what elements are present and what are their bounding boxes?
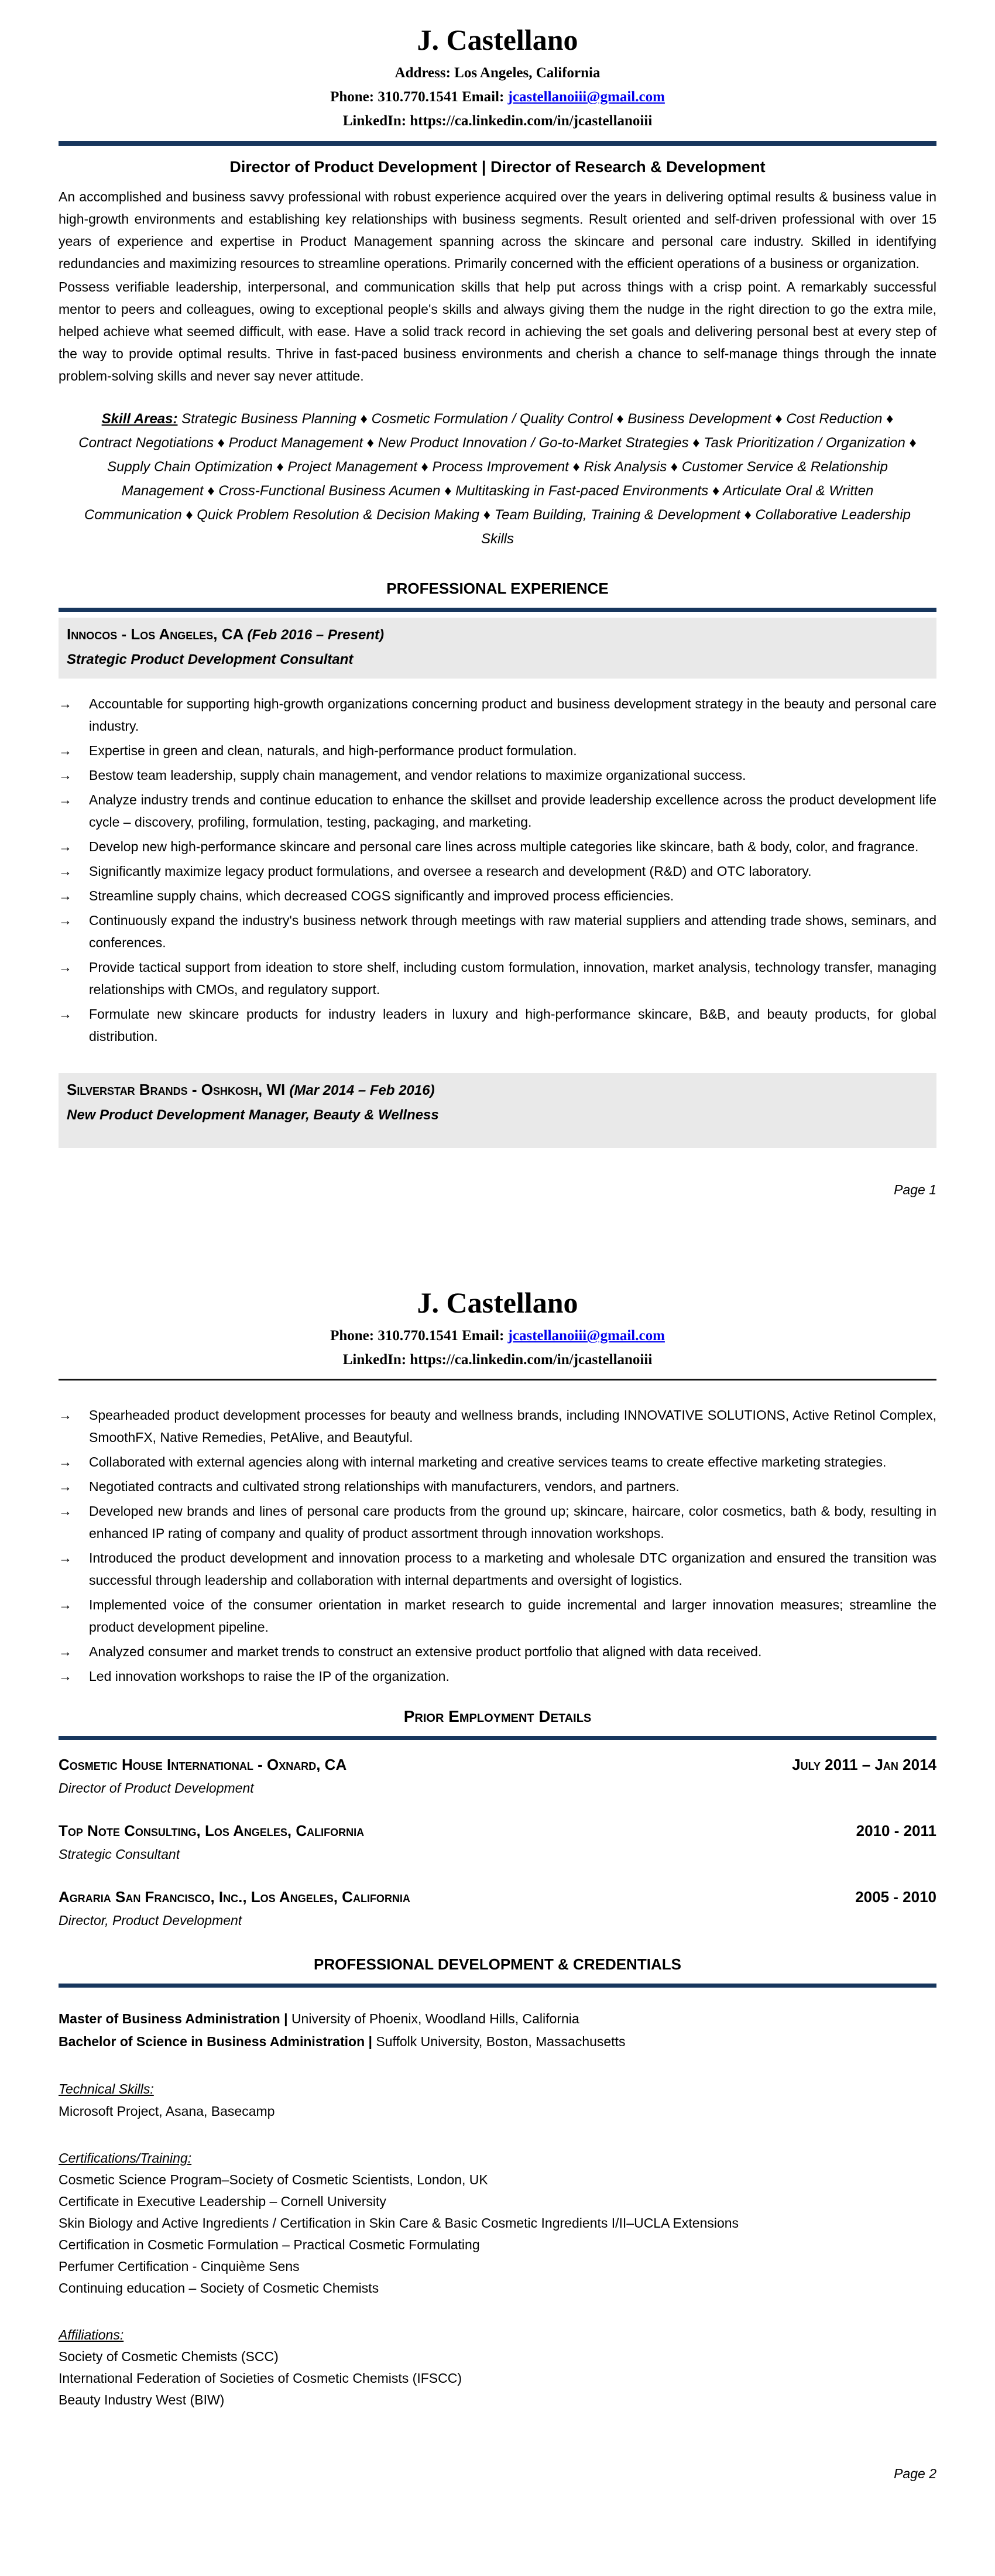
certification-entry: Certification in Cosmetic Formulation – Practical Cosmetic Formulating: [59, 2237, 480, 2252]
affiliations-list: [59, 2346, 936, 2411]
arrow-bullet-icon: →: [59, 913, 72, 928]
technical-skills-label: Technical Skills:: [59, 2081, 154, 2097]
certifications-list: [59, 2169, 936, 2299]
job-dates: (Feb 2016 – Present): [247, 627, 384, 643]
phone-email-line: [59, 85, 936, 109]
experience-bullet-list: [59, 1404, 936, 1687]
experience-bullet: [59, 1003, 936, 1047]
company-name: Innocos - Los Angeles, CA: [67, 625, 248, 643]
prior-job-company-line: [59, 1886, 936, 1908]
experience-bullet: [59, 1665, 936, 1687]
experience-bullet: [59, 909, 936, 954]
skill-areas-text: Strategic Business Planning ♦ Cosmetic Formulation / Quality Control ♦ Business Development ♦ Cost Reduction ♦ Contract Negotiations ♦ Product Management ♦ New Product Innovation / Go-to-Market Strategies ♦ Task Prioritization / Organization ♦ Supply Chain Optimization ♦ Project Management ♦ Process Improvement ♦ Risk Analysis ♦ Customer Service & Relationship Management ♦ Cross-Functional Business Acumen ♦ Multitasking in Fast-paced Environments ♦ Articulate Oral & Written Communication ♦ Quick Problem Resolution & Decision Making ♦ Team Building, Training & Development ♦ Collaborative Leadership Skills: [78, 411, 917, 547]
job-title: Director, Product Development: [59, 1913, 242, 1928]
arrow-bullet-icon: →: [59, 696, 72, 711]
arrow-bullet-icon: →: [59, 1006, 72, 1022]
company-name: Agraria San Francisco, Inc., Los Angeles, California: [59, 1888, 410, 1906]
affiliation-entry: International Federation of Societies of Cosmetic Chemists (IFSCC): [59, 2371, 462, 2386]
certification-entry: Skin Biology and Active Ingredients / Certification in Skin Care & Basic Cosmetic Ingredients I/II–UCLA Extensions: [59, 2215, 739, 2231]
experience-bullet: [59, 1475, 936, 1498]
affiliation-entry: Beauty Industry West (BIW): [59, 2392, 225, 2407]
summary-paragraph-1: An accomplished and business savvy professional with robust experience acquired over the years in delivering optimal results & business value in high-growth environments and establishing key relationships with business segments. Result oriented and self-driven professional with over 15 years of experience and expertise in Product Management spanning across the skincare and personal care industry. Skilled in identifying redundancies and maximizing resources to streamline operations. Primarily concerned with the efficient operations of a business or organization.: [59, 189, 936, 271]
bullet-text: Expertise in green and clean, naturals, and high-performance product formulation.: [89, 743, 577, 758]
experience-bullet: [59, 739, 936, 762]
prior-job: [59, 1754, 936, 1799]
affiliation-entry: Society of Cosmetic Chemists (SCC): [59, 2349, 279, 2364]
skill-areas-label: Skill Areas:: [101, 411, 178, 427]
bullet-text: Bestow team leadership, supply chain management, and vendor relations to maximize organizational success.: [89, 768, 746, 783]
certification-entry: Certificate in Executive Leadership – Cornell University: [59, 2194, 386, 2209]
linkedin-line: LinkedIn: https://ca.linkedin.com/in/jcastellanoiii: [342, 113, 653, 129]
experience-bullet: [59, 1640, 936, 1663]
section-heading-professional-development: PROFESSIONAL DEVELOPMENT & CREDENTIALS: [314, 1955, 681, 1973]
technical-skills-text: Microsoft Project, Asana, Basecamp: [59, 2104, 275, 2119]
bullet-text: Introduced the product development and innovation process to a marketing and wholesale DTC organization and ensured the transition was successful through leadership and collaboration with internal departments and oversight of logistics.: [89, 1550, 936, 1588]
education-entry: [59, 2008, 936, 2030]
experience-bullet: [59, 1500, 936, 1544]
company-name: Cosmetic House International - Oxnard, CA: [59, 1756, 347, 1773]
company-name: Silverstar Brands - Oshkosh, WI: [67, 1081, 290, 1098]
prior-job-company-line: [59, 1754, 936, 1776]
experience-bullet: [59, 1547, 936, 1591]
job-dates: 2010 - 2011: [856, 1822, 936, 1839]
arrow-bullet-icon: →: [59, 1597, 72, 1612]
bullet-text: Significantly maximize legacy product formulations, and oversee a research and development (R&D) and OTC laboratory.: [89, 864, 812, 879]
school-name: Suffolk University, Boston, Massachusetts: [376, 2034, 626, 2049]
bullet-text: Provide tactical support from ideation to store shelf, including custom formulation, innovation, market analysis, technology transfer, managing relationships with CMOs, and regulatory support.: [89, 960, 936, 997]
candidate-name: J. Castellano: [417, 23, 578, 56]
bullet-text: Analyzed consumer and market trends to construct an extensive product portfolio that aligned with data received.: [89, 1644, 762, 1659]
experience-bullet: [59, 693, 936, 737]
experience-bullet-list: [59, 693, 936, 1047]
resume-title: Director of Product Development | Director of Research & Development: [229, 158, 766, 176]
experience-bullet: [59, 1451, 936, 1473]
experience-bullet: [59, 764, 936, 786]
arrow-bullet-icon: →: [59, 839, 72, 854]
arrow-bullet-icon: →: [59, 1669, 72, 1684]
arrow-bullet-icon: →: [59, 792, 72, 807]
arrow-bullet-icon: →: [59, 743, 72, 758]
job-dates: 2005 - 2010: [855, 1888, 936, 1906]
affiliations-label: Affiliations:: [59, 2327, 124, 2342]
job-dates: July 2011 – Jan 2014: [792, 1756, 936, 1773]
certification-entry: Continuing education – Society of Cosmetic Chemists: [59, 2280, 379, 2296]
header-divider: [59, 1379, 936, 1381]
job-title: New Product Development Manager, Beauty & Wellness: [67, 1107, 439, 1123]
resume-page-2: [59, 1285, 936, 2482]
arrow-bullet-icon: →: [59, 768, 72, 783]
header-divider: [59, 141, 936, 146]
summary-paragraph-2: Possess verifiable leadership, interpersonal, and communication skills that help put across things with a crisp point. A remarkably successful mentor to peers and colleagues, owing to exceptional people's skills and always giving them the nudge in the right direction to go the extra mile, helped achieve what seemed difficult, with ease. Have a solid track record in achieving the set goals and delivering personal best at every step of the way to provide optimal results. Thrive in fast-paced business environments and cherish a chance to self-manage things through the innate problem-solving skills and never say never attitude.: [59, 279, 936, 383]
candidate-name: J. Castellano: [417, 1286, 578, 1319]
arrow-bullet-icon: →: [59, 888, 72, 903]
bullet-text: Negotiated contracts and cultivated strong relationships with manufacturers, vendors, and partners.: [89, 1479, 680, 1494]
bullet-text: Continuously expand the industry's business network through meetings with raw material suppliers and attending trade shows, seminars, and conferences.: [89, 913, 936, 950]
degree-name: Master of Business Administration |: [59, 2011, 291, 2026]
section-heading-professional-experience: PROFESSIONAL EXPERIENCE: [386, 580, 609, 597]
bullet-text: Analyze industry trends and continue education to enhance the skillset and provide leadership excellence across the product development life cycle – discovery, profiling, formulation, testing, packaging, and marketing.: [89, 792, 936, 830]
education-list: [59, 2008, 936, 2053]
experience-bullet: [59, 789, 936, 833]
arrow-bullet-icon: →: [59, 1407, 72, 1423]
job-company-line: [67, 1079, 927, 1101]
prior-job-company-line: [59, 1820, 936, 1842]
page-1-number: Page 1: [894, 1182, 936, 1197]
experience-bullet: [59, 1594, 936, 1638]
degree-name: Bachelor of Science in Business Administration |: [59, 2034, 376, 2049]
experience-bullet: [59, 885, 936, 907]
experience-bullet: [59, 956, 936, 1001]
phone-email-line: [59, 1324, 936, 1348]
certification-entry: Perfumer Certification - Cinquième Sens: [59, 2259, 300, 2274]
arrow-bullet-icon: →: [59, 1454, 72, 1469]
section-divider: [59, 1984, 936, 1988]
certification-entry: Cosmetic Science Program–Society of Cosmetic Scientists, London, UK: [59, 2172, 488, 2187]
prior-employment-list: [59, 1754, 936, 1931]
prior-job: [59, 1886, 936, 1931]
arrow-bullet-icon: →: [59, 960, 72, 975]
skill-areas-block: [59, 407, 936, 551]
job-block-silverstar: [59, 1073, 936, 1148]
arrow-bullet-icon: →: [59, 1550, 72, 1566]
experience-bullet: [59, 1404, 936, 1448]
school-name: University of Phoenix, Woodland Hills, California: [291, 2011, 579, 2026]
address-line: Address: Los Angeles, California: [394, 65, 601, 81]
bullet-text: Collaborated with external agencies along with internal marketing and creative services teams to create effective marketing strategies.: [89, 1454, 887, 1469]
bullet-text: Spearheaded product development processes for beauty and wellness brands, including INNOVATIVE SOLUTIONS, Active Retinol Complex, SmoothFX, Native Remedies, PetAlive, and Beautyful.: [89, 1407, 936, 1445]
arrow-bullet-icon: →: [59, 1479, 72, 1494]
phone-email-label: Phone: 310.770.1541 Email:: [330, 89, 508, 105]
bullet-text: Led innovation workshops to raise the IP of the organization.: [89, 1669, 450, 1684]
prior-job: [59, 1820, 936, 1865]
section-divider: [59, 1736, 936, 1740]
arrow-bullet-icon: →: [59, 1503, 72, 1519]
email-link[interactable]: jcastellanoiii@gmail.com: [507, 89, 665, 105]
job-title: Strategic Consultant: [59, 1847, 180, 1862]
job-title: Strategic Product Development Consultant: [67, 652, 354, 667]
arrow-bullet-icon: →: [59, 864, 72, 879]
company-name: Top Note Consulting, Los Angeles, California: [59, 1822, 365, 1839]
email-link[interactable]: jcastellanoiii@gmail.com: [507, 1328, 665, 1344]
section-divider: [59, 608, 936, 612]
experience-bullet: [59, 860, 936, 882]
bullet-text: Develop new high-performance skincare and personal care lines across multiple categories like skincare, bath & body, color, and fragrance.: [89, 839, 919, 854]
resume-page-1: [59, 0, 936, 1198]
job-dates: (Mar 2014 – Feb 2016): [289, 1083, 435, 1098]
job-block-innocos: [59, 618, 936, 679]
job-title: Director of Product Development: [59, 1780, 254, 1796]
page-2-number: Page 2: [894, 2466, 936, 2481]
experience-bullet: [59, 835, 936, 858]
bullet-text: Formulate new skincare products for industry leaders in luxury and high-performance skincare, B&B, and beauty products, for global distribution.: [89, 1006, 936, 1044]
bullet-text: Developed new brands and lines of personal care products from the ground up; skincare, haircare, color cosmetics, bath & body, resulting in enhanced IP rating of company and quality of product assortment through innovation workshops.: [89, 1503, 936, 1541]
certifications-label: Certifications/Training:: [59, 2150, 192, 2166]
phone-email-label: Phone: 310.770.1541 Email:: [330, 1328, 508, 1344]
job-company-line: [67, 624, 927, 645]
section-heading-prior-employment: Prior Employment Details: [403, 1707, 592, 1725]
arrow-bullet-icon: →: [59, 1644, 72, 1659]
linkedin-line: LinkedIn: https://ca.linkedin.com/in/jcastellanoiii: [342, 1352, 653, 1368]
bullet-text: Implemented voice of the consumer orientation in market research to guide incremental and larger innovation measures; streamline the product development pipeline.: [89, 1597, 936, 1635]
bullet-text: Accountable for supporting high-growth organizations concerning product and business development strategy in the beauty and personal care industry.: [89, 696, 936, 734]
education-entry: [59, 2030, 936, 2053]
bullet-text: Streamline supply chains, which decreased COGS significantly and improved process efficiencies.: [89, 888, 674, 903]
